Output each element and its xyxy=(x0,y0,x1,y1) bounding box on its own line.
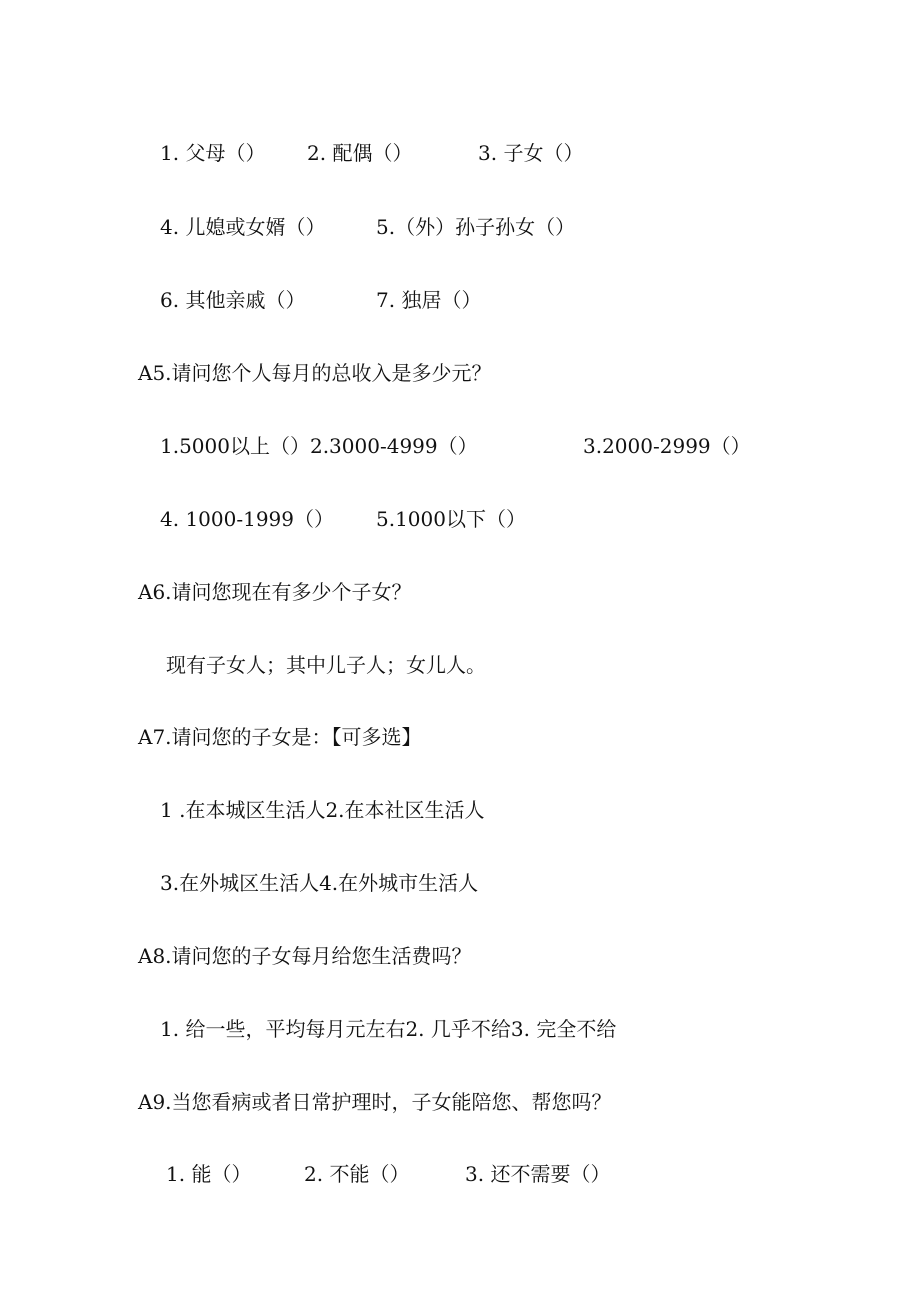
q4-option-other-relatives: 6. 其他亲戚（） xyxy=(160,288,306,312)
q5-question: A5.请问您个人每月的总收入是多少元？ xyxy=(138,361,492,385)
q8-question: A8.请问您的子女每月给您生活费吗？ xyxy=(138,944,472,968)
q6-answer: 现有子女人；其中儿子人；女儿人。 xyxy=(166,653,486,677)
q4-options-row-3 xyxy=(0,288,920,312)
q7-question: A7.请问您的子女是：【可多选】 xyxy=(138,725,422,749)
q9-option-not-needed: 3. 还不需要（） xyxy=(465,1162,611,1186)
q4-options-row-2 xyxy=(0,215,920,239)
q4-option-parents: 1. 父母（） xyxy=(160,141,266,165)
q5-option-4: 4. 1000-1999（） xyxy=(160,507,334,531)
q5-option-5: 5.1000以下（） xyxy=(376,507,526,531)
q5-options-row-2 xyxy=(0,507,920,531)
q7-options-line-2: 3.在外城区生活人4.在外城市生活人 xyxy=(160,871,479,895)
q5-options-row-1 xyxy=(0,434,920,458)
q9-option-can: 1. 能（） xyxy=(166,1162,252,1186)
q9-option-cannot: 2. 不能（） xyxy=(304,1162,410,1186)
q4-option-grandchildren: 5.（外）孙子孙女（） xyxy=(376,215,576,239)
q9-options-row xyxy=(0,1162,920,1186)
q7-options-line-1: 1 .在本城区生活人2.在本社区生活人 xyxy=(160,798,485,822)
q4-options-row-1 xyxy=(0,141,920,165)
q4-option-in-laws: 4. 儿媳或女婿（） xyxy=(160,215,326,239)
q5-option-3: 3.2000-2999（） xyxy=(583,434,751,458)
q6-question: A6.请问您现在有多少个子女？ xyxy=(138,580,412,604)
q8-options: 1. 给一些，平均每月元左右2. 几乎不给3. 完全不给 xyxy=(160,1017,617,1041)
q4-option-children: 3. 子女（） xyxy=(478,141,584,165)
q9-question: A9.当您看病或者日常护理时，子女能陪您、帮您吗？ xyxy=(138,1090,612,1114)
q5-option-1-2: 1.5000以上（）2.3000-4999（） xyxy=(160,434,478,458)
q4-option-living-alone: 7. 独居（） xyxy=(376,288,482,312)
q4-option-spouse: 2. 配偶（） xyxy=(307,141,413,165)
